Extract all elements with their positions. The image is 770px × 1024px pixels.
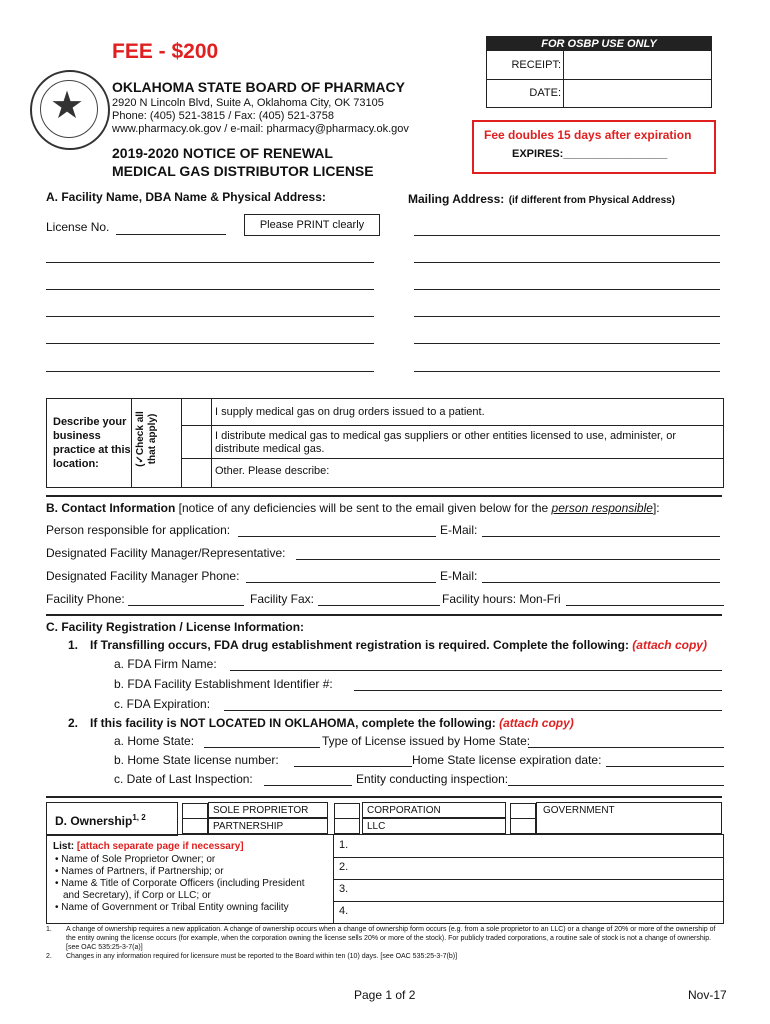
owner-number: 3. (339, 883, 349, 895)
list-item: • Name of Government or Tribal Entity owning facility (55, 902, 289, 913)
inspecting-entity-label: Entity conducting inspection: (356, 772, 509, 786)
owner-list-box (46, 834, 724, 924)
check-all-line: that apply) (147, 413, 158, 465)
government-checkbox-2[interactable] (510, 818, 536, 834)
ownership-heading-box (46, 802, 178, 836)
title-line1: 2019-2020 NOTICE OF RENEWAL (112, 145, 333, 161)
list-label: List: (53, 841, 75, 852)
email2-field[interactable] (482, 582, 720, 583)
title-line2: MEDICAL GAS DISTRIBUTOR LICENSE (112, 163, 374, 179)
sole-proprietor-checkbox[interactable] (182, 803, 208, 819)
last-inspection-label: c. Date of Last Inspection: (114, 772, 253, 786)
license-type-label: Type of License issued by Home State: (322, 734, 531, 748)
owner-instructions (53, 854, 315, 914)
fee-amount: FEE - $200 (112, 40, 219, 63)
item2-text (90, 716, 574, 730)
revision-date: Nov-17 (688, 988, 727, 1002)
facility-fax-field[interactable] (318, 605, 440, 606)
section-b-heading (46, 501, 660, 515)
license-type-field[interactable] (528, 747, 724, 748)
section-b-note-end: ]: (652, 501, 660, 515)
item1-number: 1. (68, 638, 79, 652)
home-state-label: a. Home State: (114, 734, 195, 748)
fda-fei-label: b. FDA Facility Establishment Identifier #: (114, 677, 333, 691)
facility-phone-label: Facility Phone: (46, 592, 125, 606)
person-responsible-field[interactable] (238, 536, 436, 537)
mailing-address-line[interactable] (414, 235, 720, 236)
mailing-address-line[interactable] (414, 371, 720, 372)
last-inspection-field[interactable] (264, 785, 352, 786)
mailing-note: (if different from Physical Address) (508, 195, 676, 206)
owner-line[interactable] (333, 857, 723, 858)
fee-doubles-notice: Fee doubles 15 days after expiration (484, 128, 692, 142)
mailing-label: Mailing Address: (408, 192, 505, 206)
check-all-line: (✓Check all (135, 411, 146, 467)
option-3-checkbox[interactable] (181, 458, 211, 487)
fda-firm-label: a. FDA Firm Name: (114, 657, 217, 671)
footnote-number: 2. (46, 953, 52, 960)
person-responsible-emphasis: person responsible (551, 501, 653, 515)
board-name: OKLAHOMA STATE BOARD OF PHARMACY (112, 79, 405, 95)
sole-proprietor-label: SOLE PROPRIETOR (208, 802, 328, 818)
list-item: • Name of Sole Proprietor Owner; or (55, 854, 216, 865)
facility-fax-label: Facility Fax: (250, 592, 315, 606)
osbp-header: FOR OSBP USE ONLY (487, 37, 711, 51)
llc-checkbox[interactable] (334, 818, 360, 834)
fda-expiration-field[interactable] (224, 710, 722, 711)
page-number: Page 1 of 2 (354, 988, 416, 1002)
partnership-checkbox[interactable] (182, 818, 208, 834)
osbp-use-box (486, 36, 712, 108)
facility-hours-label: Facility hours: Mon-Fri (442, 592, 561, 606)
llc-label: LLC (362, 818, 506, 834)
owner-number: 1. (339, 839, 349, 851)
fda-expiration-label: c. FDA Expiration: (114, 697, 211, 711)
manager-phone-field[interactable] (246, 582, 436, 583)
manager-label: Designated Facility Manager/Representative: (46, 546, 286, 560)
attach-copy-note-2: (attach copy) (499, 716, 574, 730)
physical-address-line[interactable] (46, 316, 374, 317)
receipt-label: RECEIPT: (511, 59, 561, 71)
item1-text (90, 638, 707, 652)
item2-instruction: If this facility is NOT LOCATED IN OKLAHOMA, complete the following: (90, 716, 500, 730)
email2-label: E-Mail: (440, 569, 478, 583)
board-web: www.pharmacy.ok.gov / e-mail: pharmacy@pharmacy.ok.gov (112, 123, 409, 135)
mailing-address-line[interactable] (414, 289, 720, 290)
list-item: • Names of Partners, if Partnership; or (55, 866, 224, 877)
option-1-checkbox[interactable] (181, 399, 211, 426)
home-license-number-label: b. Home State license number: (114, 753, 279, 767)
physical-address-line[interactable] (46, 262, 374, 263)
email-field[interactable] (482, 536, 720, 537)
describe-line: location: (53, 458, 99, 470)
mailing-address-line[interactable] (414, 262, 720, 263)
item1-instruction: If Transfilling occurs, FDA drug establishment registration is required. Complete the following: (90, 638, 633, 652)
option-2-text: I distribute medical gas to medical gas suppliers or other entities licensed to use, administer, or distribute medical gas. (215, 430, 677, 455)
physical-address-line[interactable] (46, 343, 374, 344)
facility-phone-field[interactable] (128, 605, 244, 606)
date-label: DATE: (529, 87, 561, 99)
partnership-label: PARTNERSHIP (208, 818, 328, 834)
person-responsible-label: Person responsible for application: (46, 523, 231, 537)
corporation-checkbox[interactable] (334, 803, 360, 819)
mailing-heading (408, 190, 675, 208)
facility-hours-field[interactable] (566, 605, 724, 606)
fda-fei-field[interactable] (354, 690, 722, 691)
owner-number: 4. (339, 905, 349, 917)
footnote-2: Changes in any information required for licensure must be reported to the Board within ten (10) days. [see OAC 535:25-3-7(b)] (66, 953, 458, 960)
describe-line: Describe your (53, 416, 127, 428)
attach-copy-note: (attach copy) (632, 638, 707, 652)
ownership-heading (55, 813, 146, 828)
item2-number: 2. (68, 716, 79, 730)
license-label: License No. (46, 220, 110, 234)
expires-field[interactable]: EXPIRES:_________________ (512, 148, 668, 160)
fda-firm-field[interactable] (230, 670, 722, 671)
list-item: • Name & Title of Corporate Officers (including President and Secretary), if Corp or LLC; or (55, 878, 305, 901)
home-license-number-field[interactable] (294, 766, 412, 767)
section-b-note: [notice of any deficiencies will be sent to the email given below for the (175, 501, 552, 515)
owner-line[interactable] (333, 879, 723, 880)
board-address: 2920 N Lincoln Blvd, Suite A, Oklahoma City, OK 73105 (112, 97, 384, 109)
list-note: [attach separate page if necessary] (76, 841, 244, 852)
describe-line: business (53, 430, 101, 442)
manager-field[interactable] (296, 559, 720, 560)
manager-phone-label: Designated Facility Manager Phone: (46, 569, 240, 583)
state-seal-icon: ★ (30, 70, 110, 150)
government-label: GOVERNMENT (536, 802, 722, 834)
physical-address-line[interactable] (46, 289, 374, 290)
physical-address-line[interactable] (46, 371, 374, 372)
ownership-footnote-ref: 1, 2 (132, 813, 146, 822)
option-1-text: I supply medical gas on drug orders issued to a patient. (215, 406, 485, 418)
mailing-address-line[interactable] (414, 316, 720, 317)
corporation-label: CORPORATION (362, 802, 506, 818)
footnote-1: A change of ownership requires a new application. A change of ownership occurs when a change of ownership form occurs (e.g. from a sole proprietor to an LLC) or a change of 20% or more of the ownership of the entity owning the license occurs (for example, when the corporation owning the license sells 20% or more of the stock). For publicly traded corporations, a routine sale of stock is not a change of ownership. [see OAC 535:25-3-7(a)] (66, 926, 716, 951)
business-practice-box (46, 398, 724, 488)
section-b-title: B. Contact Information (46, 501, 176, 515)
fee-notice-box (472, 120, 716, 174)
home-expiration-label: Home State license expiration date: (412, 753, 602, 767)
email-label: E-Mail: (440, 523, 478, 537)
section-c-heading: C. Facility Registration / License Information: (46, 620, 305, 634)
describe-line: practice at this (53, 444, 131, 456)
home-state-field[interactable] (204, 747, 320, 748)
government-checkbox[interactable] (510, 803, 536, 819)
owner-line[interactable] (333, 901, 723, 902)
footnote-number: 1. (46, 926, 52, 933)
ownership-title: D. Ownership (55, 814, 133, 828)
option-3-text: Other. Please describe: (215, 465, 330, 477)
section-a-heading: A. Facility Name, DBA Name & Physical Address: (46, 190, 326, 204)
option-2-checkbox[interactable] (181, 425, 211, 459)
inspecting-entity-field[interactable] (508, 785, 724, 786)
owner-number: 2. (339, 861, 349, 873)
print-clearly-box: Please PRINT clearly (244, 214, 380, 236)
mailing-address-line[interactable] (414, 343, 720, 344)
home-expiration-field[interactable] (606, 766, 724, 767)
license-number-field[interactable] (116, 234, 226, 235)
list-heading (53, 841, 244, 852)
board-phone: Phone: (405) 521-3815 / Fax: (405) 521-3758 (112, 110, 334, 122)
